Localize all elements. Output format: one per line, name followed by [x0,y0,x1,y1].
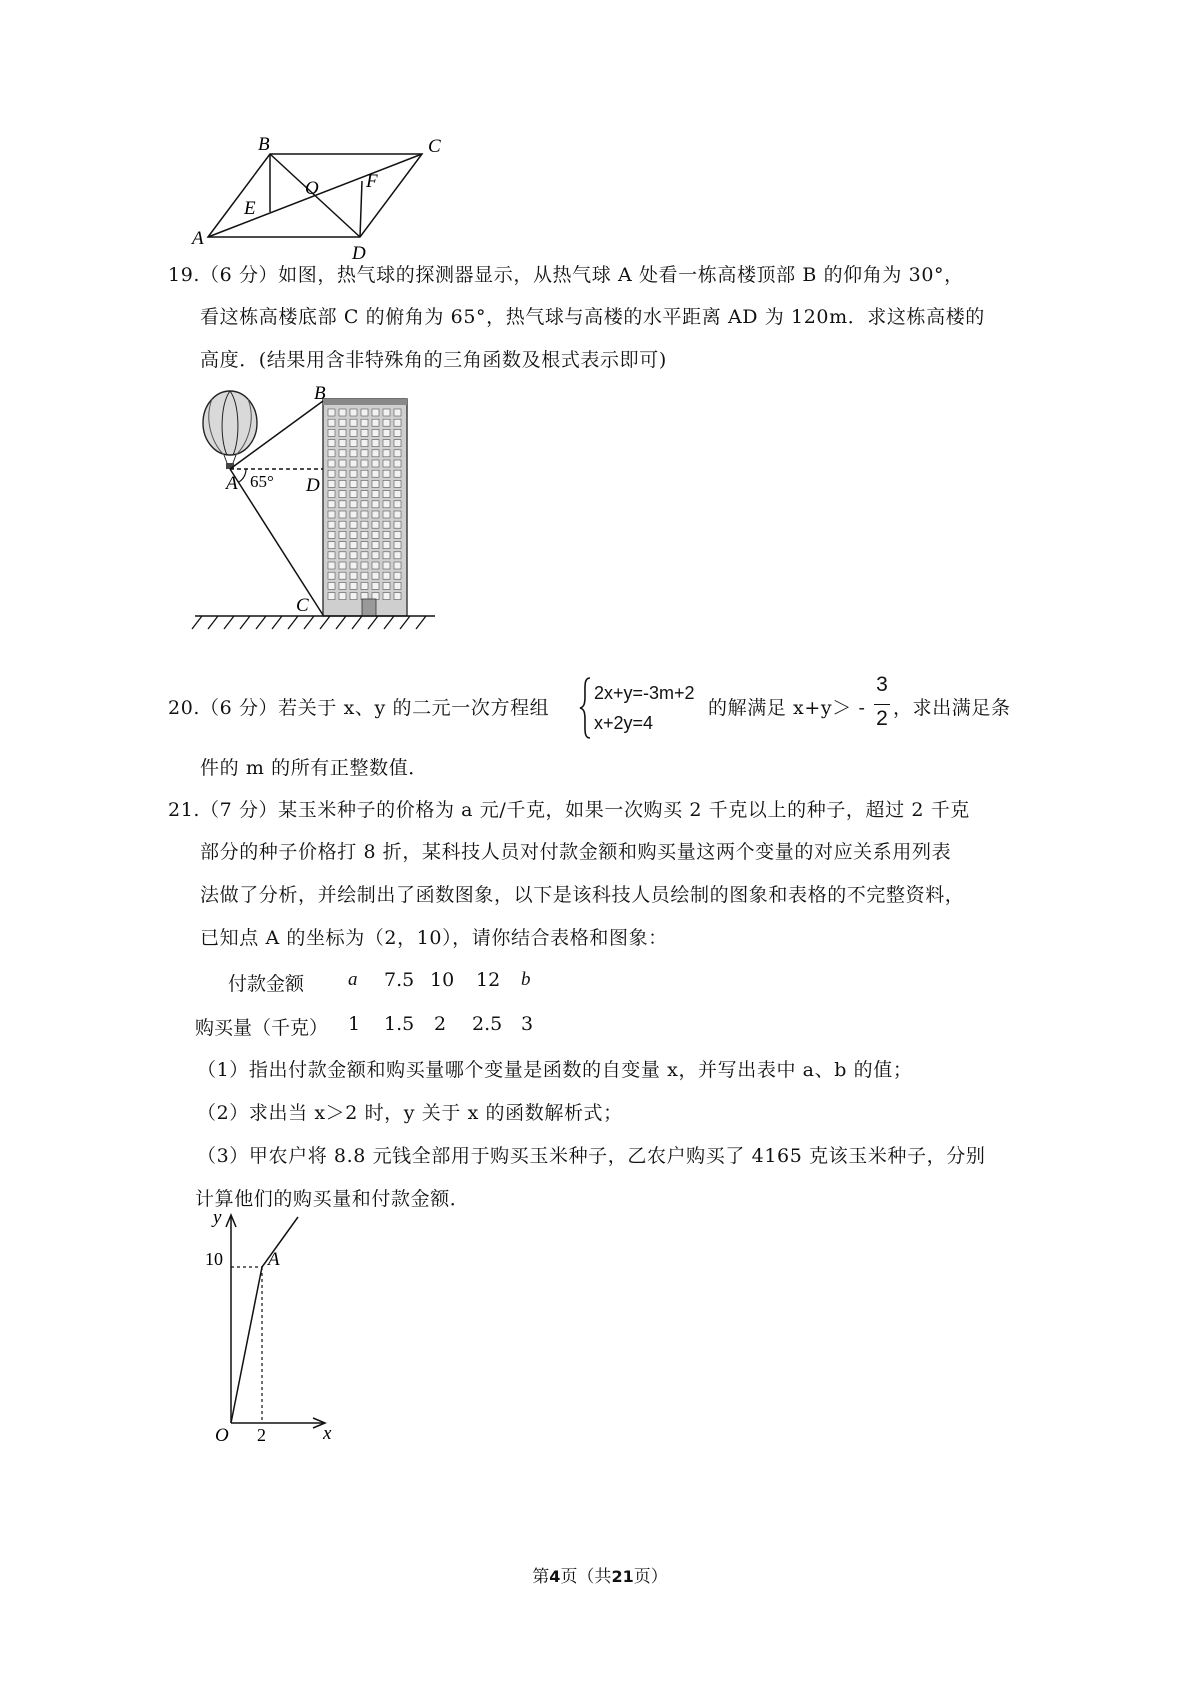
x-axis-label: x [323,1423,332,1444]
page-footer [0,1562,1200,1587]
window-icon [350,501,357,508]
window-icon [361,429,368,436]
window-icon [350,480,357,487]
window-icon [350,440,357,447]
label-b: B [258,134,270,155]
window-icon [383,470,390,477]
window-icon [383,582,390,589]
window-icon [383,542,390,549]
q20-middle: 的解满足 x+y＞ - [708,697,866,719]
window-icon [394,521,401,528]
window-icon [383,562,390,569]
label-d: D [306,475,320,496]
window-icon [350,542,357,549]
window-icon [372,593,379,600]
window-icon [350,470,357,477]
window-icon [339,542,346,549]
window-icon [328,491,335,498]
q21-line-3: 法做了分析，并绘制出了函数图象，以下是该科技人员绘制的图象和表格的不完整资料， [200,884,965,906]
window-icon [350,562,357,569]
window-icon [372,491,379,498]
q21-line-2: 部分的种子价格打 8 折，某科技人员对付款金额和购买量这两个变量的对应关系用列表 [200,841,952,863]
ground-hatch [256,616,266,629]
table-cell: b [521,969,531,990]
footer-prefix: 第 [532,1567,550,1587]
table-cell: a [348,969,358,990]
window-icon [372,562,379,569]
window-icon [372,511,379,518]
table-cell: 2 [434,1013,447,1035]
window-icon [361,480,368,487]
window-icon [339,521,346,528]
balloon-icon [203,391,257,469]
window-icon [328,542,335,549]
window-icon [339,511,346,518]
window-icon [328,593,335,600]
q20-line-2: 件的 m 的所有正整数值． [200,757,428,779]
window-icon [383,501,390,508]
window-icon [339,409,346,416]
window-icon [339,470,346,477]
q20-suffix: ，求出满足条 [893,697,1011,719]
q19-line-2: 看这栋高楼底部 C 的俯角为 65°，热气球与高楼的水平距离 AD 为 120m．求这栋高楼的 [200,306,985,328]
footer-suffix: 页） [633,1567,668,1587]
window-icon [339,480,346,487]
q21-sub-1: （1）指出付款金额和购买量哪个变量是函数的自变量 x，并写出表中 a、b 的值； [197,1059,913,1081]
window-icon [339,572,346,579]
ground-hatch [400,616,410,629]
window-icon [394,460,401,467]
window-icon [383,593,390,600]
window-icon [361,460,368,467]
window-icon [372,419,379,426]
window-icon [394,409,401,416]
window-icon [328,450,335,457]
window-icon [383,491,390,498]
window-icon [394,450,401,457]
ground-line [192,616,435,629]
window-icon [339,562,346,569]
y-axis-label: y [213,1207,222,1228]
window-icon [339,440,346,447]
window-icon [394,582,401,589]
window-icon [394,501,401,508]
label-a: A [192,228,204,249]
window-icon [328,552,335,559]
q21-sub-3-line-2: 计算他们的购买量和付款金额． [195,1188,470,1210]
window-icon [361,501,368,508]
window-icon [350,409,357,416]
window-icon [328,582,335,589]
window-icon [339,450,346,457]
fraction-bar [874,704,890,705]
window-icon [328,521,335,528]
segment-df [360,181,362,237]
ground-hatch [240,616,250,629]
window-icon [328,531,335,538]
window-icon [328,480,335,487]
window-icon [350,491,357,498]
window-icon [383,440,390,447]
window-icon [372,572,379,579]
window-icon [394,531,401,538]
table-cell: 10 [430,969,455,991]
label-a: A [226,473,238,494]
point-a-label: A [268,1249,280,1270]
footer-middle: 页（共 [560,1567,612,1587]
q19-line-1: 19.（6 分）如图，热气球的探测器显示，从热气球 A 处看一栋高楼顶部 B 的仰角为 30°， [168,264,964,286]
window-icon [383,531,390,538]
window-icon [361,450,368,457]
q20-prefix: 20.（6 分）若关于 x、y 的二元一次方程组 [168,697,550,719]
label-c: C [296,595,309,616]
table-cell: 1.5 [384,1013,415,1035]
window-icon [383,511,390,518]
q21-sub-2: （2）求出当 x＞2 时，y 关于 x 的函数解析式； [197,1102,623,1124]
window-icon [361,409,368,416]
window-icon [394,542,401,549]
label-e: E [244,198,256,219]
ground-hatch [272,616,282,629]
window-icon [372,480,379,487]
window-icon [372,409,379,416]
ground-hatch [416,616,426,629]
window-icon [328,470,335,477]
window-icon [394,429,401,436]
window-icon [350,582,357,589]
window-icon [372,460,379,467]
x-tick-2: 2 [257,1425,266,1445]
window-icon [350,531,357,538]
ground-hatch [224,616,234,629]
window-icon [350,593,357,600]
angle-label: 65° [250,472,274,491]
window-icon [372,582,379,589]
window-icon [328,572,335,579]
window-icon [394,593,401,600]
window-icon [328,562,335,569]
ground-hatch [368,616,378,629]
window-icon [372,521,379,528]
window-icon [361,552,368,559]
ground-hatch [384,616,394,629]
footer-page-number: 4 [549,1567,561,1586]
window-icon [394,552,401,559]
ground-hatch [304,616,314,629]
window-icon [350,460,357,467]
window-icon [350,521,357,528]
window-icon [394,562,401,569]
label-o: O [305,178,319,199]
ground-hatch [352,616,362,629]
table-cell: 1 [348,1013,361,1035]
window-icon [394,511,401,518]
window-icon [372,429,379,436]
table-cell: 7.5 [384,969,415,991]
table-cell: 2.5 [472,1013,503,1035]
window-icon [339,429,346,436]
y-tick-10: 10 [205,1249,223,1269]
window-icon [361,582,368,589]
table-cell: 12 [476,969,501,991]
window-icon [361,562,368,569]
parallelogram-figure [190,130,470,270]
footer-total-pages: 21 [611,1567,634,1586]
table-row2-label: 购买量（千克） [195,1017,329,1039]
window-icon [394,440,401,447]
window-icon [383,572,390,579]
window-icon [394,470,401,477]
label-d: D [352,243,366,264]
window-icon [328,460,335,467]
window-icon [350,450,357,457]
origin-label: O [215,1425,229,1445]
window-icon [383,521,390,528]
window-icon [339,531,346,538]
table-cell: 3 [521,1013,534,1035]
window-icon [394,491,401,498]
window-icon [361,572,368,579]
window-icon [328,501,335,508]
window-icon [361,470,368,477]
window-icon [328,440,335,447]
ground-hatch [288,616,298,629]
window-icon [383,552,390,559]
ground-hatch [192,616,202,629]
window-icon [372,440,379,447]
window-icon [328,511,335,518]
ground-hatch [320,616,330,629]
window-icon [394,572,401,579]
fraction-numerator: 3 [876,673,888,696]
window-icon [361,531,368,538]
equation-1: 2x+y=-3m+2 [594,683,695,703]
window-icon [394,419,401,426]
ground-hatch [208,616,218,629]
window-icon [328,429,335,436]
window-icon [372,552,379,559]
q21-line-1: 21.（7 分）某玉米种子的价格为 a 元/千克，如果一次购买 2 千克以上的种子，超过 2 千克 [168,799,970,821]
table-row1-label: 付款金额 [228,973,305,995]
ground-hatch [336,616,346,629]
label-f: F [366,171,378,192]
balloon-building-figure [190,385,460,635]
window-icon [383,409,390,416]
window-icon [350,511,357,518]
window-icon [350,419,357,426]
window-icon [372,470,379,477]
window-icon [350,572,357,579]
label-b: B [314,385,326,404]
q21-line-4: 已知点 A 的坐标为（2，10），请你结合表格和图象： [200,927,668,949]
left-brace-icon [579,676,591,740]
q19-line-3: 高度．(结果用含非特殊角的三角函数及根式表示即可) [200,349,667,371]
window-icon [328,409,335,416]
window-icon [361,491,368,498]
window-icon [339,460,346,467]
window-icon [361,593,368,600]
label-c: C [428,136,441,157]
window-icon [383,460,390,467]
window-icon [383,480,390,487]
window-icon [383,450,390,457]
fraction-denominator: 2 [876,707,888,730]
window-icon [372,450,379,457]
building-icon [323,399,407,616]
window-icon [361,419,368,426]
window-icon [361,440,368,447]
angle-arc [239,469,246,482]
function-line [231,1217,298,1423]
q21-sub-3: （3）甲农户将 8.8 元钱全部用于购买玉米种子，乙农户购买了 4165 克该玉米种子，分别 [197,1145,986,1167]
window-icon [339,582,346,589]
window-icon [372,531,379,538]
window-icon [339,593,346,600]
function-graph [195,1205,355,1445]
window-icon [383,419,390,426]
window-icon [394,480,401,487]
equation-system [579,676,719,740]
window-icon [361,542,368,549]
window-icon [350,429,357,436]
window-icon [328,419,335,426]
window-icon [339,419,346,426]
window-icon [339,491,346,498]
window-icon [361,521,368,528]
window-icon [372,501,379,508]
window-icon [361,511,368,518]
window-icon [383,429,390,436]
fraction-three-halves [873,671,891,735]
equation-2: x+2y=4 [594,713,654,733]
window-icon [350,552,357,559]
window-icon [372,542,379,549]
window-icon [339,501,346,508]
window-icon [339,552,346,559]
